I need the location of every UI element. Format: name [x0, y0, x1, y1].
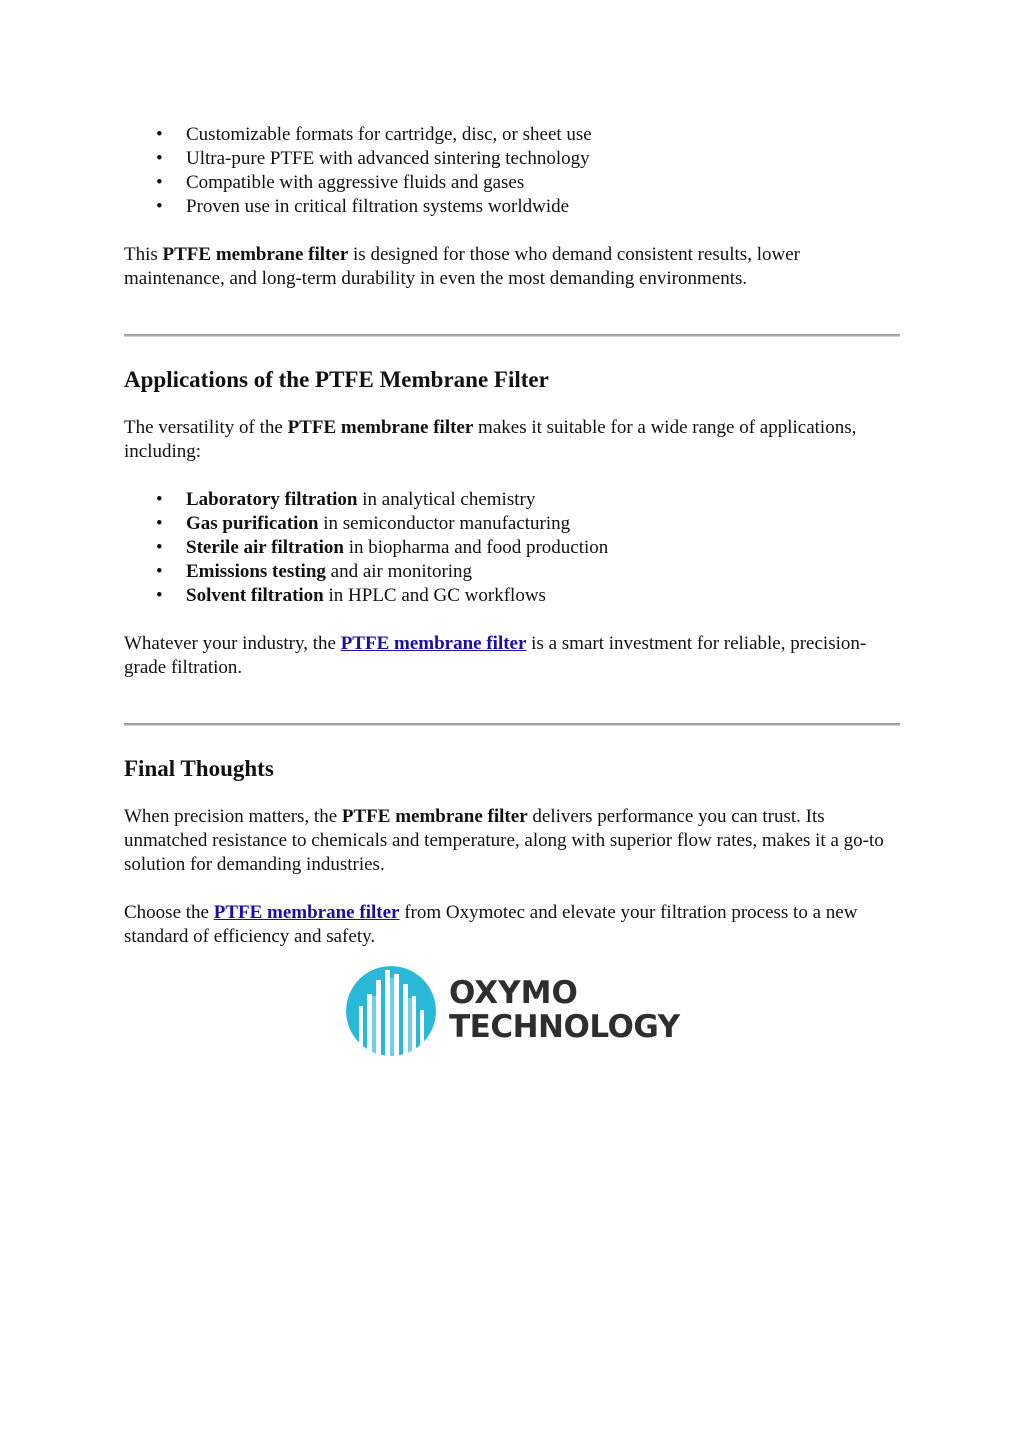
bullet-icon: •	[156, 513, 163, 534]
list-item: • Proven use in critical filtration systems worldwide	[156, 196, 570, 217]
bullet-icon: •	[156, 124, 163, 145]
list-item: • Laboratory filtration in analytical chemistry	[156, 489, 536, 510]
bullet-icon: •	[156, 585, 163, 606]
intro-bullet-list	[124, 123, 900, 219]
bullet-icon: •	[156, 172, 163, 193]
list-item: • Ultra-pure PTFE with advanced sintering technology	[156, 148, 590, 169]
list-item: • Customizable formats for cartridge, disc, or sheet use	[156, 124, 592, 145]
applications-intro: The versatility of the PTFE membrane filter makes it suitable for a wide range of applications, including:	[124, 417, 857, 462]
document-page	[124, 123, 900, 949]
list-item: • Sterile air filtration in biopharma and food production	[156, 537, 609, 558]
bullet-icon: •	[156, 561, 163, 582]
final-paragraph-1: When precision matters, the PTFE membrane filter delivers performance you can trust. Its unmatched resistance to chemicals and temperature, along with superior flow rates, makes it a go-to solution for demanding industries.	[124, 806, 884, 875]
applications-closing: Whatever your industry, the PTFE membrane filter is a smart investment for reliable, precision-grade filtration.	[124, 633, 867, 678]
summary-paragraph: This PTFE membrane filter is designed for those who demand consistent results, lower maintenance, and long-term durability in even the most demanding environments.	[124, 244, 800, 289]
final-paragraph-2: Choose the PTFE membrane filter from Oxymotec and elevate your filtration process to a new standard of efficiency and safety.	[124, 902, 858, 947]
bullet-icon: •	[156, 148, 163, 169]
applications-list	[124, 488, 900, 608]
ptfe-filter-link[interactable]: PTFE membrane filter	[340, 633, 527, 654]
logo-wordmark: OXYMO TECHNOLOGY	[449, 975, 680, 1045]
final-thoughts-heading: Final Thoughts	[124, 756, 274, 781]
bullet-icon: •	[156, 489, 163, 510]
list-item: • Emissions testing and air monitoring	[156, 561, 473, 582]
bullet-icon: •	[156, 537, 163, 558]
ptfe-filter-link[interactable]: PTFE membrane filter	[213, 902, 400, 923]
list-item: • Compatible with aggressive fluids and gases	[156, 172, 525, 193]
list-item: • Gas purification in semiconductor manufacturing	[156, 513, 571, 534]
bullet-icon: •	[156, 196, 163, 217]
oxymo-technology-logo	[345, 966, 685, 1060]
logo-emblem-icon	[345, 966, 441, 1060]
applications-heading: Applications of the PTFE Membrane Filter	[124, 367, 549, 392]
list-item: • Solvent filtration in HPLC and GC workflows	[156, 585, 546, 606]
